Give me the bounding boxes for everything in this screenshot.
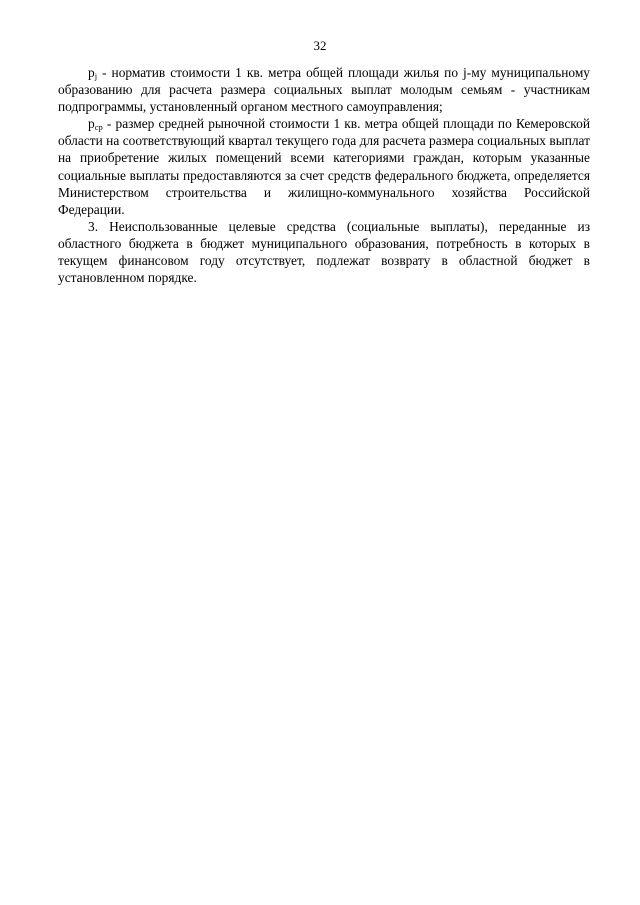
paragraph-text: - норматив стоимости 1 кв. метра общей площади жилья по j-му муниципальному образованию для расчета размера социальных выплат молодым семьям - участникам подпрограммы, установленный органом местного самоуправления; [58, 65, 590, 115]
document-body [58, 64, 590, 286]
paragraph-item-3 [58, 218, 590, 286]
paragraph-text: 3. Неиспользованные целевые средства (социальные выплаты), переданные из областного бюджета в бюджет муниципального образования, потребность в которых в текущем финансовом году отсутствует, подлежат возврату в областной бюджет в установленном порядке. [58, 218, 590, 286]
page-number: 32 [313, 38, 327, 53]
symbol-p: p [88, 116, 95, 132]
paragraph-text: - размер средней рыночной стоимости 1 кв. метра общей площади по Кемеровской области на соответствующий квартал текущего года для расчета размера социальных выплат на приобретение жилых помещений всеми категориями граждан, которым указанные социальные выплаты предоставляются за счет средств федерального бюджета, определяется Министерством строительства и жилищно-коммунального хозяйства Российской Федерации. [58, 116, 590, 217]
symbol-subscript-j: j [94, 71, 98, 81]
paragraph-pj-definition [58, 64, 590, 115]
symbol-subscript-cp: ср [94, 122, 103, 133]
symbol-p: p [88, 65, 95, 80]
paragraph-pcp-definition [58, 115, 590, 218]
